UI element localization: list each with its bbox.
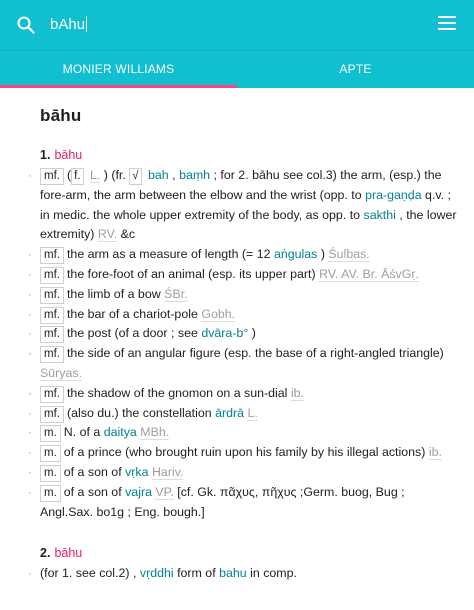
definition-item [40,463,460,483]
app-toolbar [0,0,474,50]
definition-text: ) [251,326,256,341]
definition-item: · mf. ( f. L. ) (fr. √ bah , baṃh ; for 2. bāhu see col.3) the arm, (esp.) the fore-arm, the arm between the elbow and the wrist (opp. to pra-gaṇḍa q.v. ; in medic. the whole upper extremity of the body, as opp. to sakthi , the lower extremity) RV. &c [40,166,460,245]
word-link[interactable]: bah [148,168,169,182]
definition-text: of a prince (who brought ruin upon his family by his illegal actions) [63,445,426,460]
source-reference[interactable]: L. [247,405,258,420]
definition-text: the bar of a chariot-pole [66,306,198,321]
source-reference[interactable]: MBh. [140,425,170,440]
word-link[interactable]: sakthi [363,207,396,222]
definition-text: ) (fr. [103,168,126,182]
definition-text: of a son of [63,464,122,479]
grammar-chip[interactable]: mf. [40,406,64,423]
definition-item [40,564,460,584]
definition-text: the arm as a measure of length (= 12 [66,247,271,262]
search-input[interactable] [50,16,87,33]
definition-text: q.v. ; in medic. the whole upper extremity of the body, as opp. to [40,187,451,222]
word-link[interactable]: daitya [103,425,137,440]
search-icon[interactable] [16,15,36,35]
tab-monier-williams[interactable]: MONIER WILLIAMS [62,62,175,76]
grammar-chip[interactable]: mf. [40,267,64,284]
definition-item [40,344,460,384]
definition-text: the post (of a door ; see [66,326,198,341]
entry-content [40,106,460,584]
grammar-chip[interactable]: m. [40,425,61,442]
definition-item [40,324,460,344]
definition-text: ; for 2. bāhu see col.3) the arm, (esp.) the fore-arm, the arm between the elbow and the wrist (opp. to [40,168,442,202]
definition-text: N. of a [63,425,101,440]
grammar-chip[interactable]: mf. [40,247,64,264]
grammar-chip[interactable]: √ [129,168,141,185]
definition-text: in comp. [250,566,297,581]
grammar-chip[interactable]: m. [40,465,61,482]
tab-apte[interactable]: APTE [339,62,372,76]
grammar-chip[interactable]: mf. [40,326,64,343]
definition-text: ) [320,247,325,262]
definition-text: [cf. Gk. πᾶχυς, πῆχυς ;Germ. buog, Bug ; Angl.Sax. bo1g ; Eng. bough.] [40,484,405,519]
word-link[interactable]: baṃh [179,168,211,182]
sense-headword[interactable]: bāhu [54,546,83,561]
definition-item [40,384,460,404]
word-link[interactable]: vajra [125,484,152,499]
definition-item [40,285,460,305]
grammar-chip[interactable]: mf. [40,386,64,403]
definition-list [40,166,460,522]
grammar-chip[interactable]: m. [40,485,61,502]
definition-text: , the lower extremity) [40,207,457,242]
definition-item [40,305,460,325]
menu-icon[interactable] [438,16,456,31]
grammar-chip[interactable]: m. [40,445,61,462]
definition-text: form of [177,566,216,581]
definition-item [40,443,460,463]
source-reference[interactable]: VP. [155,484,174,499]
definition-text: (for 1. see col.2) , [40,566,137,581]
definition-text: the shadow of the gnomon on a sun-dial [66,385,288,400]
word-link[interactable]: vṛddhi [139,566,174,581]
definition-item [40,265,460,285]
entry-title: bāhu [40,106,82,125]
word-link[interactable]: dvāra-b° [201,326,249,341]
source-reference[interactable]: RV. [97,227,118,242]
definition-text: , [172,168,176,182]
grammar-chip[interactable]: mf. [40,307,64,324]
source-reference[interactable]: Gobh. [201,306,236,321]
source-reference[interactable]: L. [89,168,101,182]
grammar-chip[interactable]: f. [71,168,83,185]
definition-text: (also du.) the constellation [66,405,212,420]
active-tab-indicator [0,85,237,88]
definition-text: the fore-foot of an animal (esp. its upper part) [66,266,316,281]
source-reference[interactable]: Śulbas. [328,247,370,262]
sense-heading [40,148,460,162]
grammar-chip[interactable]: mf. [40,287,64,304]
definition-list [40,564,460,584]
source-reference[interactable]: RV. AV. Br. ĀśvGṛ. [319,266,419,281]
grammar-chip[interactable]: mf. [40,168,64,185]
definition-text: of a son of [63,484,122,499]
source-reference[interactable]: Hariv. [151,464,184,479]
definition-text: the limb of a bow [66,286,161,301]
definition-item [40,423,460,443]
definition-item [40,404,460,424]
definition-item [40,483,460,523]
search-query: bAhu [50,16,86,33]
word-link[interactable]: pra-gaṇḍa [365,187,422,202]
dictionary-tabs [0,50,474,88]
text-caret [86,16,87,32]
source-reference[interactable]: ŚBr. [164,286,188,301]
source-reference[interactable]: Sūryas. [40,365,83,380]
sense-number: 1. [40,148,51,162]
definition-item [40,245,460,265]
sense-number: 2. [40,546,51,561]
definition-text: the side of an angular figure (esp. the base of a right-angled triangle) [66,346,444,361]
word-link[interactable]: bahu [219,566,247,581]
word-link[interactable]: ārdrā [215,405,245,420]
sense-heading [40,546,460,560]
definition-text: &c [120,227,136,242]
source-reference[interactable]: ib. [290,385,304,400]
sense-headword[interactable]: bāhu [54,148,83,162]
word-link[interactable]: vṛka [125,464,149,479]
word-link[interactable]: aṅgulas [273,247,318,262]
grammar-chip[interactable]: mf. [40,346,64,363]
source-reference[interactable]: ib. [428,445,442,460]
